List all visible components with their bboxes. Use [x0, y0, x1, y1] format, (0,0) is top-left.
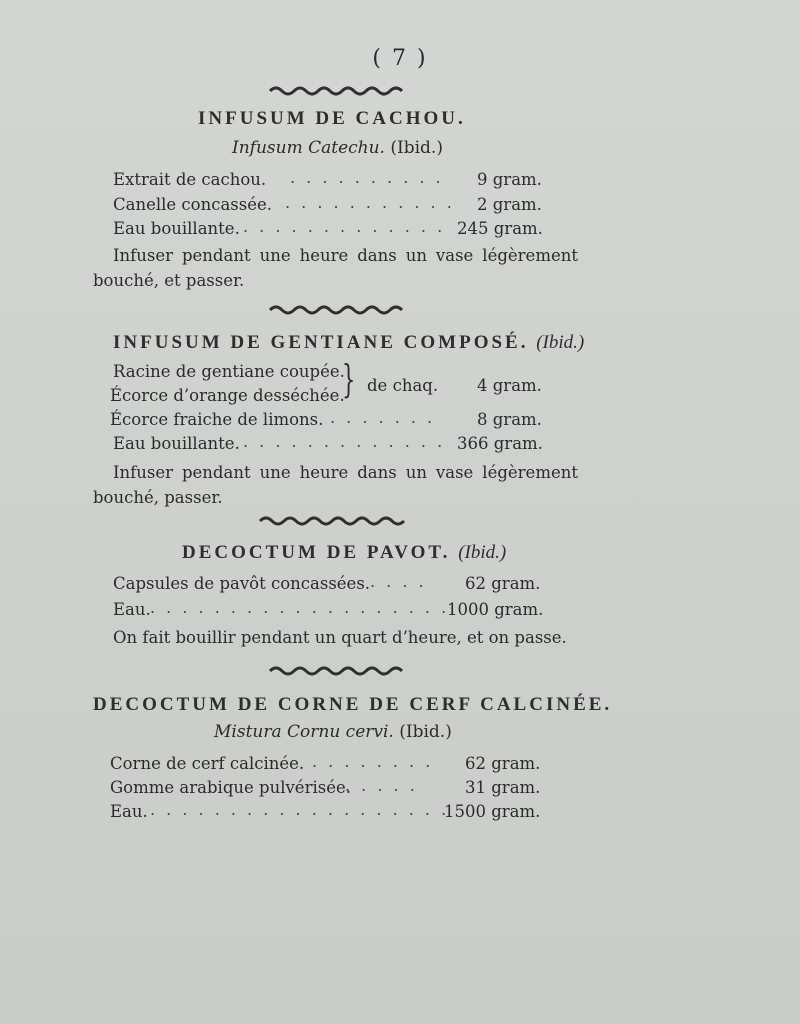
leader-dots: . . . . . . . . . . . [285, 193, 455, 212]
brace-qty: 4 gram. [477, 376, 542, 395]
section-title-corne: DECOCTUM DE CORNE DE CERF CALCINÉE. [93, 694, 613, 715]
leader-dots: . . . . . . . . . . . . . [243, 217, 446, 236]
section-subtitle-cachou [232, 138, 443, 158]
ingredient-qty: 1000 gram. [447, 600, 544, 619]
ingredient-name: Corne de cerf calcinée. [110, 754, 305, 773]
brace-symbol: } [342, 357, 356, 401]
leader-dots: . . . . . . . . . . . . . [243, 432, 446, 451]
leader-dots: . . . . . [345, 776, 418, 795]
ingredient-name: Gomme arabique pulvérisée. [110, 778, 351, 797]
ingredient-qty: 2 gram. [477, 195, 542, 214]
ingredient-qty: 8 gram. [477, 410, 542, 429]
instruction-line: bouché, passer. [93, 488, 223, 507]
ornament-divider [268, 664, 408, 678]
ornament-divider [268, 84, 408, 98]
ingredient-name: Eau. [110, 802, 148, 821]
subtitle-latin: Infusum Catechu. [232, 138, 385, 158]
ingredient-qty: 31 gram. [465, 778, 541, 797]
ingredient-qty: 9 gram. [477, 170, 542, 189]
leader-dots: . . . . . . . . . . [290, 168, 444, 187]
brace-label: de chaq. [367, 376, 439, 395]
subtitle-ref: (Ibid.) [390, 138, 443, 158]
subtitle-latin: Mistura Cornu cervi. [214, 722, 394, 742]
leader-dots: . . . . . . . . [312, 752, 434, 771]
section-title-gentiane [113, 332, 584, 354]
ingredient-name: Écorce fraiche de limons. [110, 410, 324, 429]
title-text: DECOCTUM DE PAVOT. [182, 542, 451, 563]
ingredient-name: Capsules de pavôt concassées. [113, 574, 371, 593]
ingredient-name: Racine de gentiane coupée. [113, 362, 345, 381]
title-ref: (Ibid.) [458, 542, 507, 563]
subtitle-ref: (Ibid.) [399, 722, 452, 742]
ingredient-qty: 1500 gram. [444, 802, 541, 821]
ornament-divider [268, 302, 408, 318]
instruction-line: Infuser pendant une heure dans un vase légèrement [113, 463, 578, 482]
ingredient-qty: 245 gram. [457, 219, 543, 238]
ingredient-qty: 62 gram. [465, 574, 541, 593]
leader-dots: . . . . . . . [330, 408, 436, 427]
ingredient-name: Eau bouillante. [113, 219, 240, 238]
section-subtitle-corne [214, 722, 452, 742]
ornament-divider [258, 514, 408, 528]
ingredient-qty: 366 gram. [457, 434, 543, 453]
instruction-line: On fait bouillir pendant un quart d’heure, et on passe. [113, 628, 567, 647]
title-text: INFUSUM DE GENTIANE COMPOSÉ. [113, 332, 529, 353]
ingredient-name: Canelle concassée. [113, 195, 273, 214]
instruction-line: bouché, et passer. [93, 271, 245, 290]
ingredient-qty: 62 gram. [465, 754, 541, 773]
ingredient-name: Extrait de cachou. [113, 170, 267, 189]
leader-dots: . . . . [370, 572, 427, 591]
leader-dots: . . . . . . . . . . . . . . . . . . . [150, 598, 450, 617]
page-number: ( 7 ) [372, 46, 428, 71]
ingredient-name: Écorce d’orange desséchée. [110, 386, 345, 405]
ingredient-name: Eau bouillante. [113, 434, 240, 453]
instruction-line: Infuser pendant une heure dans un vase légèrement [113, 246, 578, 265]
section-title-pavot [182, 542, 506, 564]
section-title-cachou: INFUSUM DE CACHOU. [198, 108, 466, 129]
title-ref: (Ibid.) [536, 332, 585, 353]
ingredient-name: Eau. [113, 600, 151, 619]
leader-dots: . . . . . . . . . . . . . . . . . . . [150, 800, 450, 819]
